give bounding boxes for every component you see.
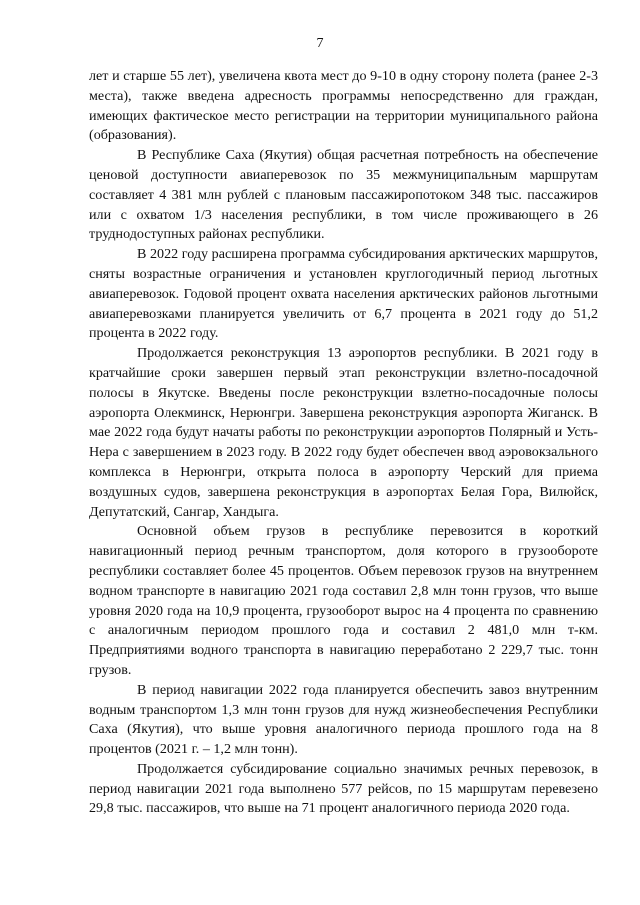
paragraph-continuation: лет и старше 55 лет), увеличена квота мест до 9-10 в одну сторону полета (ранее 2-3 места), также введена адресность программы непосредственно для граждан, имеющих фактическое место регистрации на территории муниципального района (образования). [89, 68, 598, 144]
document-body [89, 67, 598, 819]
paragraph-river-cargo: Основной объем грузов в республике перевозится в короткий навигационный период речным транспортом, доля которого в грузообороте республики составляет более 45 процентов. Объем перевозок грузов на внутреннем водном транспорте в навигацию 2021 года составил 2,8 млн тонн грузов, что выше уровня 2020 года на 10,9 процента, грузооборот вырос на 4 процента по сравнению с аналогичным периодом прошлого года и составил 2 481,0 млн т-км. Предприятиями водного транспорта в навигацию переработано 2 229,7 тыс. тонн грузов. [89, 523, 598, 678]
paragraph-arctic-routes: В 2022 году расширена программа субсидирования арктических маршрутов, сняты возрастные ограничения и установлен круглогодичный период льготных авиаперевозок. Годовой процент охвата населения арктических районов льготными авиаперевозками планируется увеличить от 6,7 процента в 2021 году до 51,2 процента в 2022 году. [89, 246, 598, 342]
paragraph-navigation-2022: В период навигации 2022 года планируется обеспечить завоз внутренним водным транспортом 1,3 млн тонн грузов для нужд жизнеобеспечения Республики Саха (Якутия), что выше уровня аналогичного периода прошлого года на 8 процентов (2021 г. – 1,2 млн тонн). [89, 681, 598, 758]
paragraph-river-passenger-subsidy: Продолжается субсидирование социально значимых речных перевозок, в период навигации 2021 года выполнено 577 рейсов, по 15 маршрутам перевезено 29,8 тыс. пассажиров, что выше на 71 процент аналогичного периода 2020 года. [89, 760, 598, 817]
page-number: 7 [316, 36, 324, 51]
paragraph-airport-reconstruction: Продолжается реконструкция 13 аэропортов республики. В 2021 году в кратчайшие сроки завершен первый этап реконструкции взлетно-посадочной полосы в Якутске. Введены после реконструкции взлетно-посадочные полосы аэропорта Олекминск, Нерюнгри. Завершена реконструкция аэропорта Жиганск. В мае 2022 года будут начаты работы по реконструкции аэропортов Полярный и Усть-Нера с завершением в 2023 году. В 2022 году будет обеспечен ввод аэровокзального комплекса в Нерюнгри, открыта полоса в аэропорту Черский для приема воздушных судов, завершена реконструкция в аэропортах Белая Гора, Вилюйск, Депутатский, Сангар, Хандыга. [89, 345, 598, 520]
paragraph-air-subsidy-demand: В Республике Саха (Якутия) общая расчетная потребность на обеспечение ценовой доступности авиаперевозок по 35 межмуниципальным маршрутам составляет 4 381 млн рублей с плановым пассажиропотоком 348 тыс. пассажиров или с охватом 1/3 населения республики, в том числе проживающего в 26 труднодоступных районах республики. [89, 147, 598, 243]
